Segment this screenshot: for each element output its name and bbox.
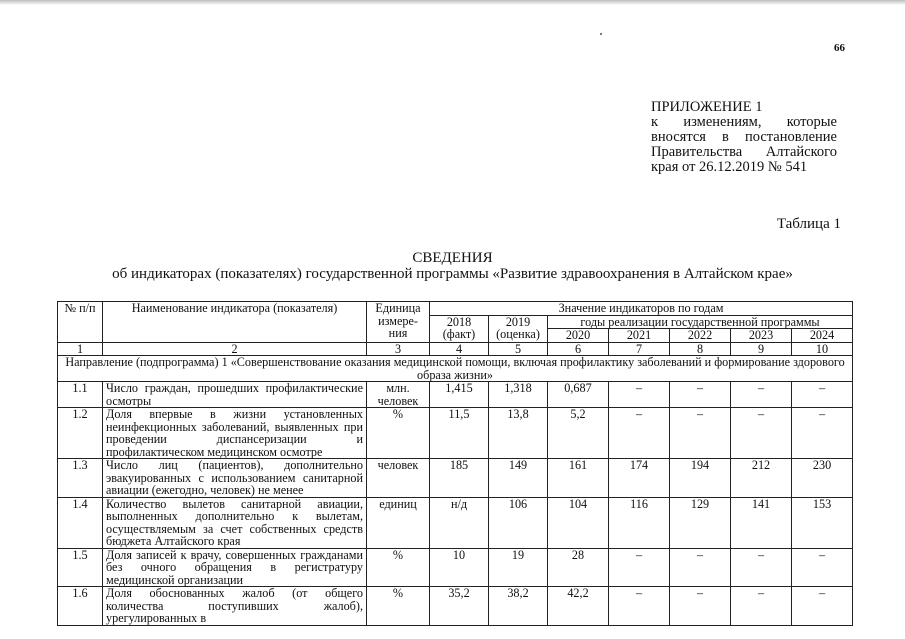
value-2023: 212	[731, 459, 792, 498]
value-2020: 42,2	[548, 587, 609, 626]
table-row	[58, 548, 853, 587]
value-2019: 1,318	[489, 382, 548, 408]
value-2023: –	[731, 408, 792, 459]
value-2022: 194	[670, 459, 731, 498]
column-number: 9	[731, 342, 792, 356]
column-number: 8	[670, 342, 731, 356]
value-2024: –	[792, 587, 853, 626]
value-2021: –	[609, 382, 670, 408]
appendix-line: края от 26.12.2019 № 541	[651, 159, 808, 175]
value-2019: 106	[489, 497, 548, 548]
column-number: 4	[430, 342, 489, 356]
indicator-name: Доля обоснованных жалоб (от общего количества поступивших жалоб), урегулированных в	[103, 587, 367, 626]
value-2022: –	[670, 408, 731, 459]
appendix-title: ПРИЛОЖЕНИЕ 1	[651, 99, 763, 115]
value-2024: –	[792, 408, 853, 459]
value-2023: 141	[731, 497, 792, 548]
value-2019: 149	[489, 459, 548, 498]
appendix-line: к изменениям, которые	[651, 114, 837, 130]
value-2019: 19	[489, 548, 548, 587]
indicator-name: Число лиц (пациентов), дополнительно эвакуированных с использованием санитарной авиации (ежегодно, человек) не менее	[103, 459, 367, 498]
value-2018: 10	[430, 548, 489, 587]
indicator-name: Количество вылетов санитарной авиации, выполненных дополнительно к вылетам, осуществляемым за счет собственных средств бюджета Алтайского края	[103, 497, 367, 548]
value-2020: 28	[548, 548, 609, 587]
value-2020: 5,2	[548, 408, 609, 459]
table-row	[58, 459, 853, 498]
appendix-block	[651, 100, 837, 175]
row-number: 1.5	[58, 548, 103, 587]
value-2020: 161	[548, 459, 609, 498]
value-2020: 0,687	[548, 382, 609, 408]
column-numbers-row	[58, 342, 853, 356]
value-2021: 116	[609, 497, 670, 548]
header-name: Наименование индикатора (показателя)	[103, 302, 367, 343]
value-2019: 38,2	[489, 587, 548, 626]
column-number: 1	[58, 342, 103, 356]
indicator-name: Доля впервые в жизни установленных неинфекционных заболеваний, выявленных при проведении диспансеризации и профилактическом медицинском осмотре	[103, 408, 367, 459]
value-2018: 35,2	[430, 587, 489, 626]
value-2024: –	[792, 382, 853, 408]
value-2023: –	[731, 587, 792, 626]
value-2021: –	[609, 587, 670, 626]
unit-cell: %	[367, 548, 430, 587]
column-number: 10	[792, 342, 853, 356]
column-number: 2	[103, 342, 367, 356]
header-2021: 2021	[609, 329, 670, 343]
unit-cell: единиц	[367, 497, 430, 548]
value-2019: 13,8	[489, 408, 548, 459]
header-2018: 2018 (факт)	[430, 315, 489, 342]
value-2022: –	[670, 548, 731, 587]
row-number: 1.2	[58, 408, 103, 459]
document-subtitle: об индикаторах (показателях) государственной программы «Развитие здравоохранения в Алтайском крае»	[112, 266, 793, 282]
row-number: 1.6	[58, 587, 103, 626]
value-2018: 11,5	[430, 408, 489, 459]
value-2024: 230	[792, 459, 853, 498]
value-2021: 174	[609, 459, 670, 498]
document-title: СВЕДЕНИЯ	[412, 250, 493, 266]
value-2022: –	[670, 587, 731, 626]
value-2024: –	[792, 548, 853, 587]
header-implementation-years: годы реализации государственной программы	[548, 315, 853, 329]
table-row	[58, 497, 853, 548]
column-number: 6	[548, 342, 609, 356]
appendix-line: Правительства Алтайского	[651, 144, 837, 160]
table-row	[58, 382, 853, 408]
header-2019: 2019 (оценка)	[489, 315, 548, 342]
header-2023: 2023	[731, 329, 792, 343]
table-row	[58, 587, 853, 626]
value-2022: 129	[670, 497, 731, 548]
section-row	[58, 356, 853, 382]
row-number: 1.1	[58, 382, 103, 408]
value-2022: –	[670, 382, 731, 408]
value-2018: 1,415	[430, 382, 489, 408]
indicators-table	[57, 301, 853, 626]
value-2024: 153	[792, 497, 853, 548]
header-num: № п/п	[58, 302, 103, 343]
column-number: 3	[367, 342, 430, 356]
value-2023: –	[731, 382, 792, 408]
section-title: Направление (подпрограмма) 1 «Совершенствование оказания медицинской помощи, включая профилактику заболеваний и формирование здорового образа жизни»	[58, 356, 853, 382]
header-values-group: Значение индикаторов по годам	[430, 302, 853, 316]
page-number: 66	[834, 42, 845, 54]
value-2020: 104	[548, 497, 609, 548]
appendix-line: вносятся в постановление	[651, 129, 837, 145]
indicator-name: Число граждан, прошедших профилактические осмотры	[103, 382, 367, 408]
row-number: 1.4	[58, 497, 103, 548]
table-label: Таблица 1	[776, 216, 841, 232]
header-2020: 2020	[548, 329, 609, 343]
value-2018: н/д	[430, 497, 489, 548]
header-2024: 2024	[792, 329, 853, 343]
value-2021: –	[609, 408, 670, 459]
unit-cell: млн. человек	[367, 382, 430, 408]
header-unit: Единица измере-ния	[367, 302, 430, 343]
value-2023: –	[731, 548, 792, 587]
column-number: 5	[489, 342, 548, 356]
speck	[600, 33, 602, 35]
indicator-name: Доля записей к врачу, совершенных гражданами без очного обращения в регистратуру медицинской организации	[103, 548, 367, 587]
table-row	[58, 408, 853, 459]
unit-cell: человек	[367, 459, 430, 498]
row-number: 1.3	[58, 459, 103, 498]
unit-cell: %	[367, 408, 430, 459]
header-2022: 2022	[670, 329, 731, 343]
scan-edge	[0, 0, 905, 5]
value-2018: 185	[430, 459, 489, 498]
column-number: 7	[609, 342, 670, 356]
unit-cell: %	[367, 587, 430, 626]
value-2021: –	[609, 548, 670, 587]
